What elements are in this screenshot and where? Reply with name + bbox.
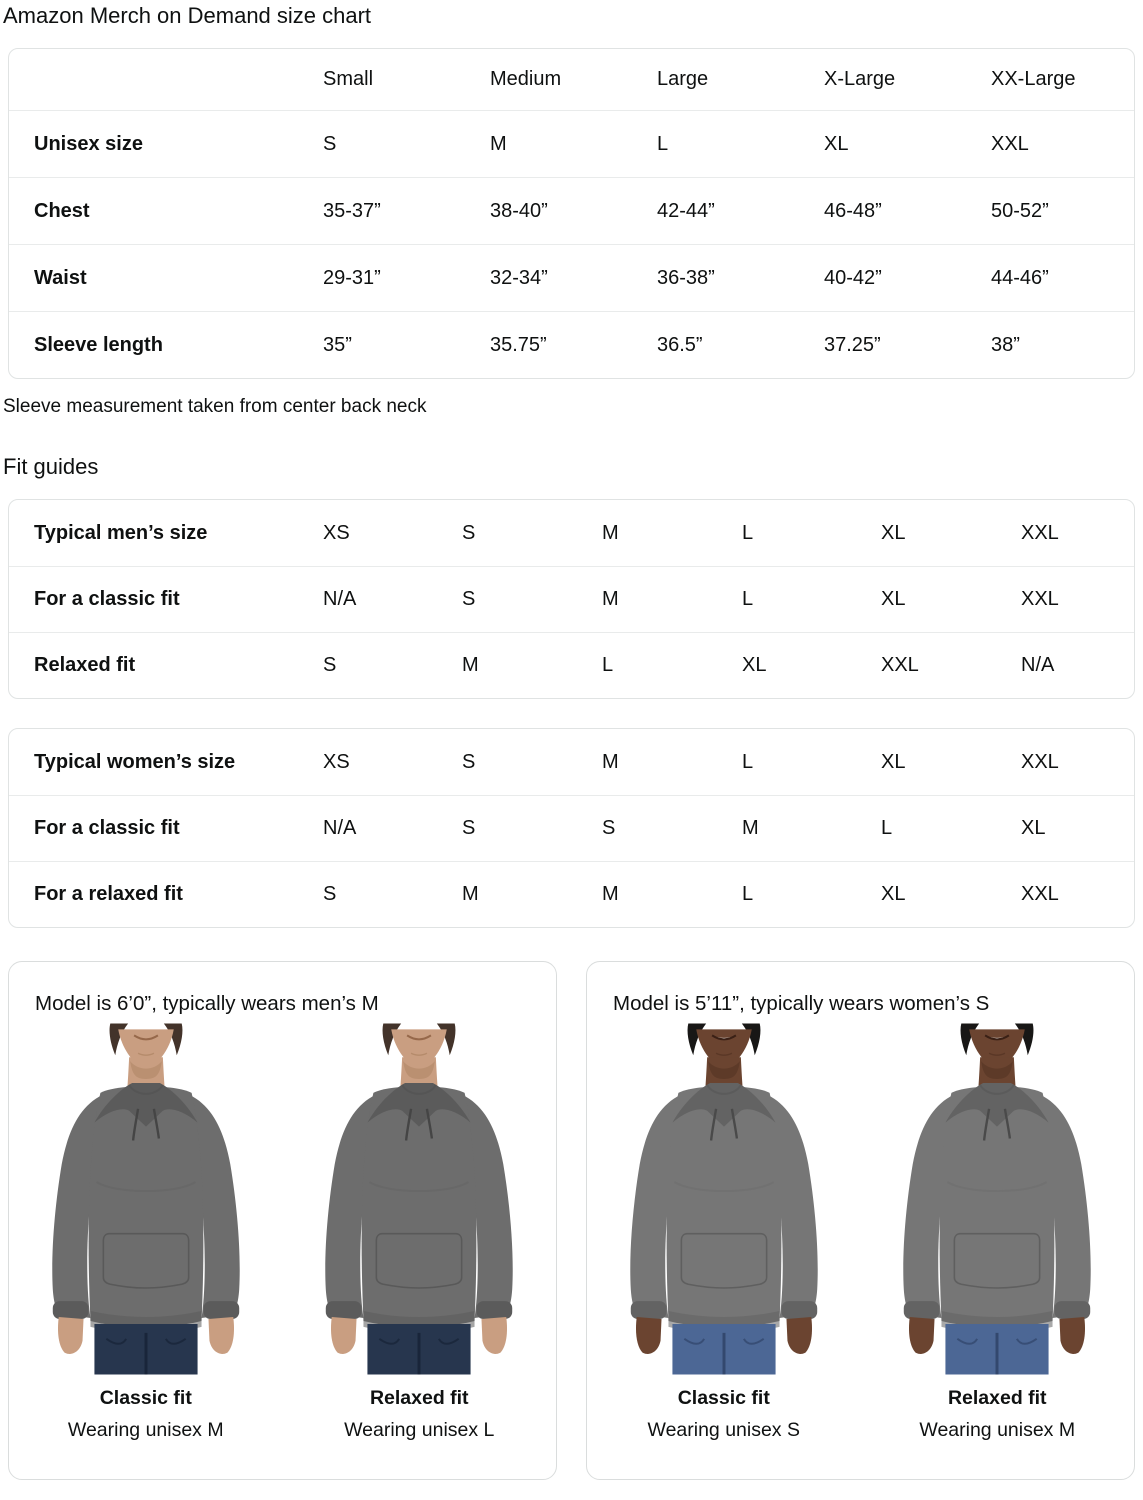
cell-value: 40-42”: [824, 266, 882, 289]
row-label: For a classic fit: [34, 817, 180, 839]
table-row: [9, 177, 1134, 244]
table-row: [9, 632, 1134, 698]
table-row: [9, 861, 1134, 927]
cell-value: XXL: [1021, 521, 1059, 544]
size-chart-header-row: [9, 49, 1134, 110]
cell-value: M: [462, 883, 479, 905]
model-figure-relaxed: [861, 1022, 1135, 1442]
cell-value: N/A: [1021, 654, 1055, 676]
cell-value: 35.75”: [490, 333, 547, 356]
cell-value: 37.25”: [824, 333, 881, 356]
cell-value: 36-38”: [657, 266, 715, 289]
column-header: Small: [323, 68, 374, 90]
model-panels: [8, 961, 1135, 1480]
cell-value: L: [742, 588, 754, 610]
cell-value: 38”: [991, 333, 1020, 356]
column-header: Large: [657, 68, 709, 90]
cell-value: S: [323, 883, 337, 905]
wearing-label: Wearing unisex M: [67, 1419, 224, 1441]
female-model-relaxed-photo: [878, 1022, 1116, 1376]
fit-label: Classic fit: [99, 1387, 192, 1409]
column-header: XX-Large: [991, 68, 1076, 90]
cell-value: XXL: [1021, 750, 1059, 773]
cell-value: M: [602, 588, 619, 610]
cell-value: L: [881, 817, 893, 839]
row-label: Sleeve length: [34, 333, 163, 356]
cell-value: S: [323, 132, 337, 155]
table-row: [9, 729, 1134, 795]
cell-value: XXL: [1021, 883, 1059, 905]
fit-label: Relaxed fit: [947, 1387, 1047, 1409]
table-row: [9, 244, 1134, 311]
model-panel-heading: Model is 5’11”, typically wears women’s S: [613, 992, 990, 1015]
cell-value: S: [462, 750, 476, 773]
fit-label: Relaxed fit: [369, 1387, 469, 1409]
wearing-label: Wearing unisex M: [919, 1419, 1076, 1441]
cell-value: 35-37”: [323, 199, 381, 222]
cell-value: M: [490, 132, 507, 155]
size-chart-table: [8, 48, 1135, 379]
row-label: Chest: [34, 199, 90, 222]
column-header: X-Large: [824, 68, 896, 90]
cell-value: XL: [1021, 817, 1046, 839]
cell-value: 44-46”: [991, 266, 1049, 289]
cell-value: S: [323, 654, 337, 676]
model-figure-relaxed: [283, 1022, 557, 1442]
model-figure-classic: [9, 1022, 283, 1442]
cell-value: XL: [881, 750, 906, 773]
cell-value: 38-40”: [490, 199, 548, 222]
row-label: Typical men’s size: [34, 521, 208, 544]
cell-value: 42-44”: [657, 199, 715, 222]
cell-value: L: [742, 521, 754, 544]
row-label: Relaxed fit: [34, 654, 136, 676]
row-label: For a relaxed fit: [34, 883, 183, 905]
cell-value: 32-34”: [490, 266, 548, 289]
cell-value: M: [602, 750, 619, 773]
cell-value: M: [602, 883, 619, 905]
cell-value: XL: [881, 883, 906, 905]
fit-label: Classic fit: [677, 1387, 770, 1409]
page-title: Amazon Merch on Demand size chart: [3, 3, 372, 28]
cell-value: L: [742, 750, 754, 773]
cell-value: L: [602, 654, 614, 676]
table-row: [9, 110, 1134, 177]
cell-value: XS: [323, 521, 350, 544]
wearing-label: Wearing unisex S: [647, 1419, 800, 1441]
cell-value: 46-48”: [824, 199, 882, 222]
cell-value: S: [602, 817, 616, 839]
female-model-classic-photo: [605, 1022, 843, 1376]
cell-value: 29-31”: [323, 266, 381, 289]
fit-guide-men-table: [8, 499, 1135, 699]
model-panel-heading: Model is 6’0”, typically wears men’s M: [35, 992, 379, 1015]
table-row: [9, 311, 1134, 378]
model-figure-classic: [587, 1022, 861, 1442]
table-row: [9, 795, 1134, 861]
cell-value: XL: [824, 132, 849, 155]
cell-value: XS: [323, 750, 350, 773]
male-model-relaxed-photo: [300, 1022, 538, 1376]
column-header: Medium: [490, 68, 562, 90]
wearing-label: Wearing unisex L: [344, 1419, 495, 1441]
cell-value: XL: [881, 521, 906, 544]
cell-value: M: [602, 521, 619, 544]
cell-value: 35”: [323, 333, 352, 356]
cell-value: 36.5”: [657, 333, 703, 356]
cell-value: XXL: [991, 132, 1029, 155]
row-label: Waist: [34, 266, 87, 289]
row-label: Typical women’s size: [34, 750, 236, 773]
cell-value: L: [742, 883, 754, 905]
cell-value: XL: [881, 588, 906, 610]
row-label: For a classic fit: [34, 588, 180, 610]
fit-guide-women-table: [8, 728, 1135, 928]
cell-value: S: [462, 521, 476, 544]
cell-value: XXL: [1021, 588, 1059, 610]
fit-guides-heading: Fit guides: [3, 454, 99, 479]
cell-value: N/A: [323, 817, 357, 839]
table-row: [9, 566, 1134, 632]
cell-value: M: [462, 654, 479, 676]
cell-value: S: [462, 588, 476, 610]
sleeve-measurement-note: Sleeve measurement taken from center back neck: [3, 396, 427, 417]
cell-value: L: [657, 132, 669, 155]
cell-value: 50-52”: [991, 199, 1049, 222]
row-label: Unisex size: [34, 132, 143, 155]
model-panel-men: [8, 961, 557, 1480]
figures-row: [587, 1022, 1134, 1442]
cell-value: S: [462, 817, 476, 839]
cell-value: XL: [742, 654, 767, 676]
figures-row: [9, 1022, 556, 1442]
cell-value: M: [742, 817, 759, 839]
cell-value: N/A: [323, 588, 357, 610]
cell-value: XXL: [881, 654, 919, 676]
model-panel-women: [586, 961, 1135, 1480]
male-model-classic-photo: [27, 1022, 265, 1376]
table-row: [9, 500, 1134, 566]
